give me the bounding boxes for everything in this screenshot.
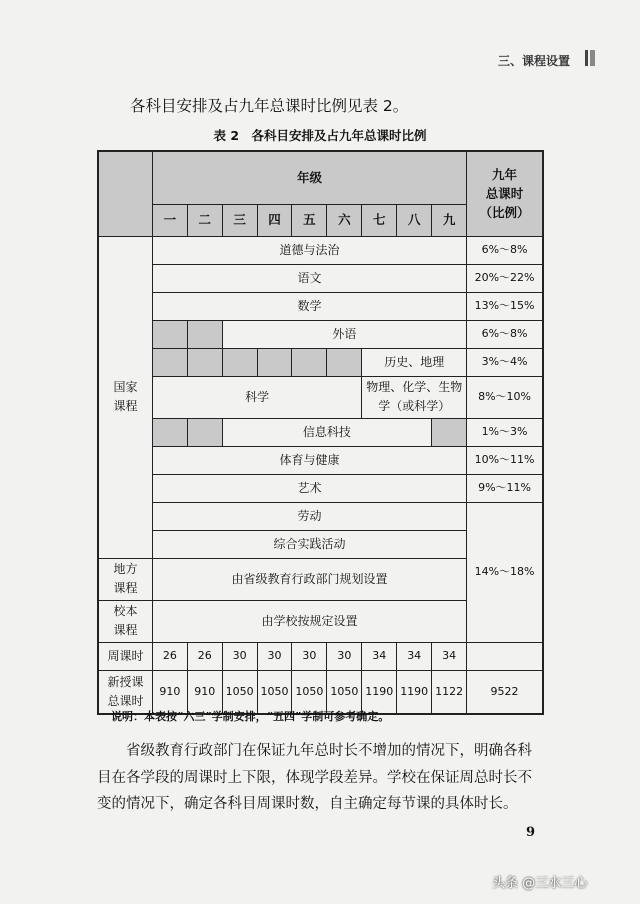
empty-grey-cell — [292, 348, 327, 376]
total-value: 910 — [187, 670, 222, 714]
weekly-label: 周课时 — [98, 642, 152, 670]
ratio-cell: 9%～11% — [467, 474, 543, 502]
subject-cell: 语文 — [152, 264, 466, 292]
grade-cell: 七 — [362, 204, 397, 236]
empty-grey-cell — [187, 348, 222, 376]
grade-cell: 四 — [257, 204, 292, 236]
ratio-cell-shared: 14%～18% — [467, 502, 543, 642]
subject-cell: 信息科技 — [222, 418, 432, 446]
empty-grey-cell — [327, 348, 362, 376]
subject-cell: 历史、地理 — [362, 348, 467, 376]
header-decor-bar — [585, 50, 588, 66]
subject-cell: 劳动 — [152, 502, 466, 530]
weekly-value: 30 — [327, 642, 362, 670]
weekly-value: 26 — [187, 642, 222, 670]
grade-header: 年级 — [152, 151, 466, 204]
weekly-value: 34 — [362, 642, 397, 670]
ratio-cell: 20%～22% — [467, 264, 543, 292]
total-value: 1050 — [327, 670, 362, 714]
total-value: 1050 — [257, 670, 292, 714]
ratio-cell: 3%～4% — [467, 348, 543, 376]
total-header: 九年 总课时 （比例） — [467, 151, 543, 236]
weekly-value: 30 — [222, 642, 257, 670]
total-value: 1190 — [397, 670, 432, 714]
course-table — [97, 150, 544, 715]
empty-grey-cell — [257, 348, 292, 376]
grade-cell: 三 — [222, 204, 257, 236]
local-label: 地方 课程 — [98, 558, 152, 600]
table-note: 说明：本表按“六三”学制安排，“五四”学制可参考确定。 — [111, 710, 390, 723]
section-header: 三、课程设置 — [497, 54, 570, 68]
watermark: 头条 @三水三心 — [492, 876, 588, 891]
total-label: 新授课 总课时 — [98, 670, 152, 714]
empty-grey-cell — [187, 320, 222, 348]
body-paragraph: 省级教育行政部门在保证九年总时长不增加的情况下，明确各科目在各学段的周课时上下限，体现学段差异。学校在保证周总时长不变的情况下，确定各科目周课时数，自主确定每节课的具体时长。 — [97, 743, 532, 812]
subject-cell: 体育与健康 — [152, 446, 466, 474]
subject-cell: 综合实践活动 — [152, 530, 466, 558]
weekly-total-empty — [467, 642, 543, 670]
empty-grey-cell — [432, 418, 467, 446]
grade-cell: 六 — [327, 204, 362, 236]
empty-grey-cell — [152, 320, 187, 348]
total-value: 1050 — [222, 670, 257, 714]
grade-cell: 八 — [397, 204, 432, 236]
subject-cell: 由学校按规定设置 — [152, 600, 466, 642]
grade-cell: 五 — [292, 204, 327, 236]
subject-cell: 科学 — [152, 376, 361, 418]
total-value: 910 — [152, 670, 187, 714]
weekly-value: 34 — [397, 642, 432, 670]
intro-text: 各科目安排及占九年总课时比例见表 2。 — [130, 97, 409, 115]
empty-grey-cell — [222, 348, 257, 376]
grade-cell: 二 — [187, 204, 222, 236]
page-number: 9 — [526, 825, 536, 840]
grade-cell: 九 — [432, 204, 467, 236]
header-decor-bar — [590, 50, 595, 66]
subject-cell: 外语 — [222, 320, 466, 348]
empty-grey-cell — [152, 418, 187, 446]
total-sum: 9522 — [467, 670, 543, 714]
total-value: 1050 — [292, 670, 327, 714]
subject-cell: 道德与法治 — [152, 236, 466, 264]
weekly-value: 34 — [432, 642, 467, 670]
subject-cell: 艺术 — [152, 474, 466, 502]
national-label: 国家 课程 — [98, 236, 152, 558]
ratio-cell: 1%～3% — [467, 418, 543, 446]
empty-grey-cell — [152, 348, 187, 376]
subject-cell: 由省级教育行政部门规划设置 — [152, 558, 466, 600]
school-label: 校本 课程 — [98, 600, 152, 642]
empty-grey-cell — [187, 418, 222, 446]
total-value: 1190 — [362, 670, 397, 714]
table-caption: 表 2 各科目安排及占九年总课时比例 — [213, 128, 427, 143]
ratio-cell: 6%～8% — [467, 236, 543, 264]
ratio-cell: 13%～15% — [467, 292, 543, 320]
weekly-value: 26 — [152, 642, 187, 670]
weekly-value: 30 — [292, 642, 327, 670]
corner-cell — [98, 151, 152, 236]
subject-cell-upper-science: 物理、化学、生物 学（或科学） — [362, 376, 467, 418]
subject-cell: 数学 — [152, 292, 466, 320]
grade-cell: 一 — [152, 204, 187, 236]
ratio-cell: 6%～8% — [467, 320, 543, 348]
total-value: 1122 — [432, 670, 467, 714]
weekly-value: 30 — [257, 642, 292, 670]
ratio-cell: 10%～11% — [467, 446, 543, 474]
ratio-cell: 8%～10% — [467, 376, 543, 418]
